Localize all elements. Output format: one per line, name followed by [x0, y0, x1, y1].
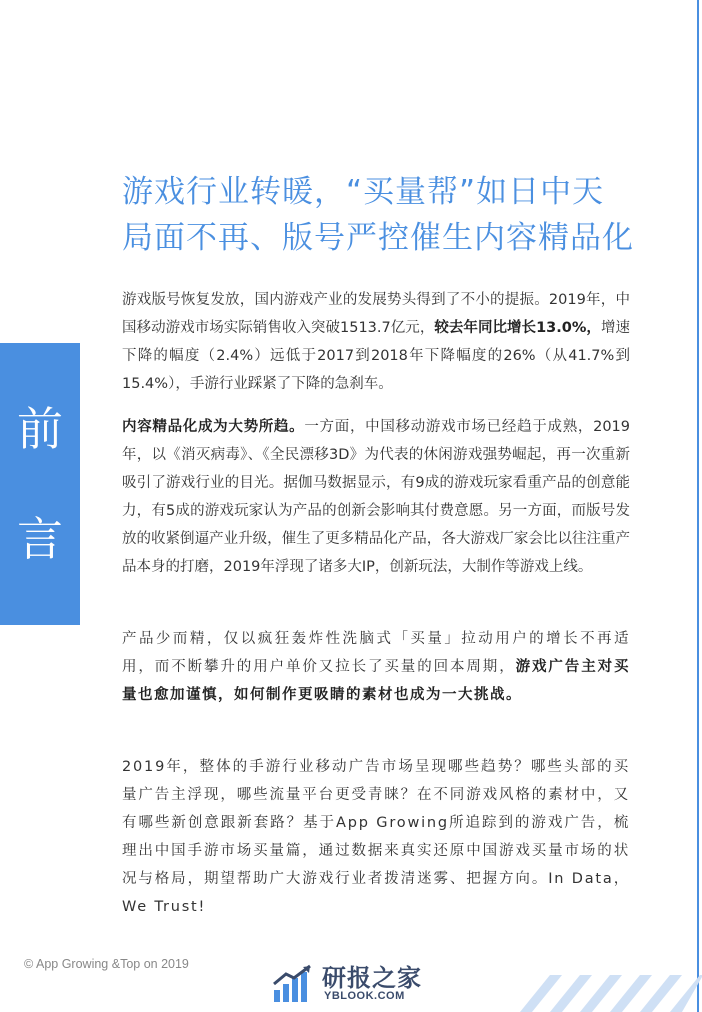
title-line-2: 局面不再、版号严控催生内容精品化	[122, 219, 634, 256]
p3-bold-1: 游戏广告主对买量也愈加谨慎，如何制作更吸睛的素材也成为一大挑战。	[122, 658, 631, 703]
right-border-rule	[697, 0, 699, 1012]
preface-char-1: 前	[17, 402, 63, 456]
p4-text-1: 2019年，整体的手游行业移动广告市场呈现哪些趋势？哪些头部的买量广告主浮现，哪些流量平台更受青睐？在不同游戏风格的素材中，又有哪些新创意跟新套路？基于App Growing所追踪到的游戏广告，梳理出中国手游市场买量篇，通过数据来真实还原中国游戏买量市场的状况与格局，期望帮助广大游戏行业者拨清迷雾、把握方向。In Data，We Trust!	[122, 758, 630, 915]
corner-stripe-decoration	[510, 975, 702, 1012]
footer-copyright: © App Growing &Top on 2019	[24, 957, 189, 971]
p1-text-1: 游戏版号恢复发放，国内游戏产业的发展势头得到了不小的提振。2019年，中国移动游戏市场实际销售收入突破1513.7亿元，	[122, 291, 630, 336]
preface-tab	[0, 343, 80, 625]
watermark-logo	[272, 958, 452, 1008]
paragraph-4	[122, 753, 630, 921]
paragraph-1	[122, 286, 630, 398]
p1-bold-1: 较去年同比增长13.0%，	[434, 319, 601, 336]
preface-char-2: 言	[17, 512, 63, 566]
watermark-url: YBLOOK.COM	[324, 990, 405, 1002]
paragraph-2	[122, 413, 630, 581]
p2-text-1: 一方面，中国移动游戏市场已经趋于成熟，2019年，以《消灭病毒》、《全民漂移3D》为代表的休闲游戏强势崛起，再一次重新吸引了游戏行业的目光。据伽马数据显示，有9成的游戏玩家看重产品的创意能力，有5成的游戏玩家认为产品的创新会影响其付费意愿。另一方面，而版号发放的收紧倒逼产业升级，催生了更多精品化产品，各大游戏厂家会比以往注重产品本身的打磨，2019年浮现了诸多大IP，创新玩法，大制作等游戏上线。	[122, 418, 630, 575]
p3-text-1: 产品少而精，仅以疯狂轰炸性洗脑式「买量」拉动用户的增长不再适用，而不断攀升的用户单价又拉长了买量的回本周期，	[122, 630, 630, 675]
title-line-1: 游戏行业转暖，“买量帮”如日中天	[122, 173, 605, 210]
watermark-name: 研报之家	[322, 964, 422, 992]
bar-chart-icon	[272, 964, 316, 1004]
p2-bold-1: 内容精品化成为大势所趋。	[122, 418, 305, 435]
p1-text-2: 增速下降的幅度（2.4%）远低于2017到2018年下降幅度的26%（从41.7%到15.4%），手游行业踩紧了下降的急刹车。	[122, 319, 631, 392]
paragraph-3	[122, 625, 630, 709]
page-title	[122, 169, 682, 261]
